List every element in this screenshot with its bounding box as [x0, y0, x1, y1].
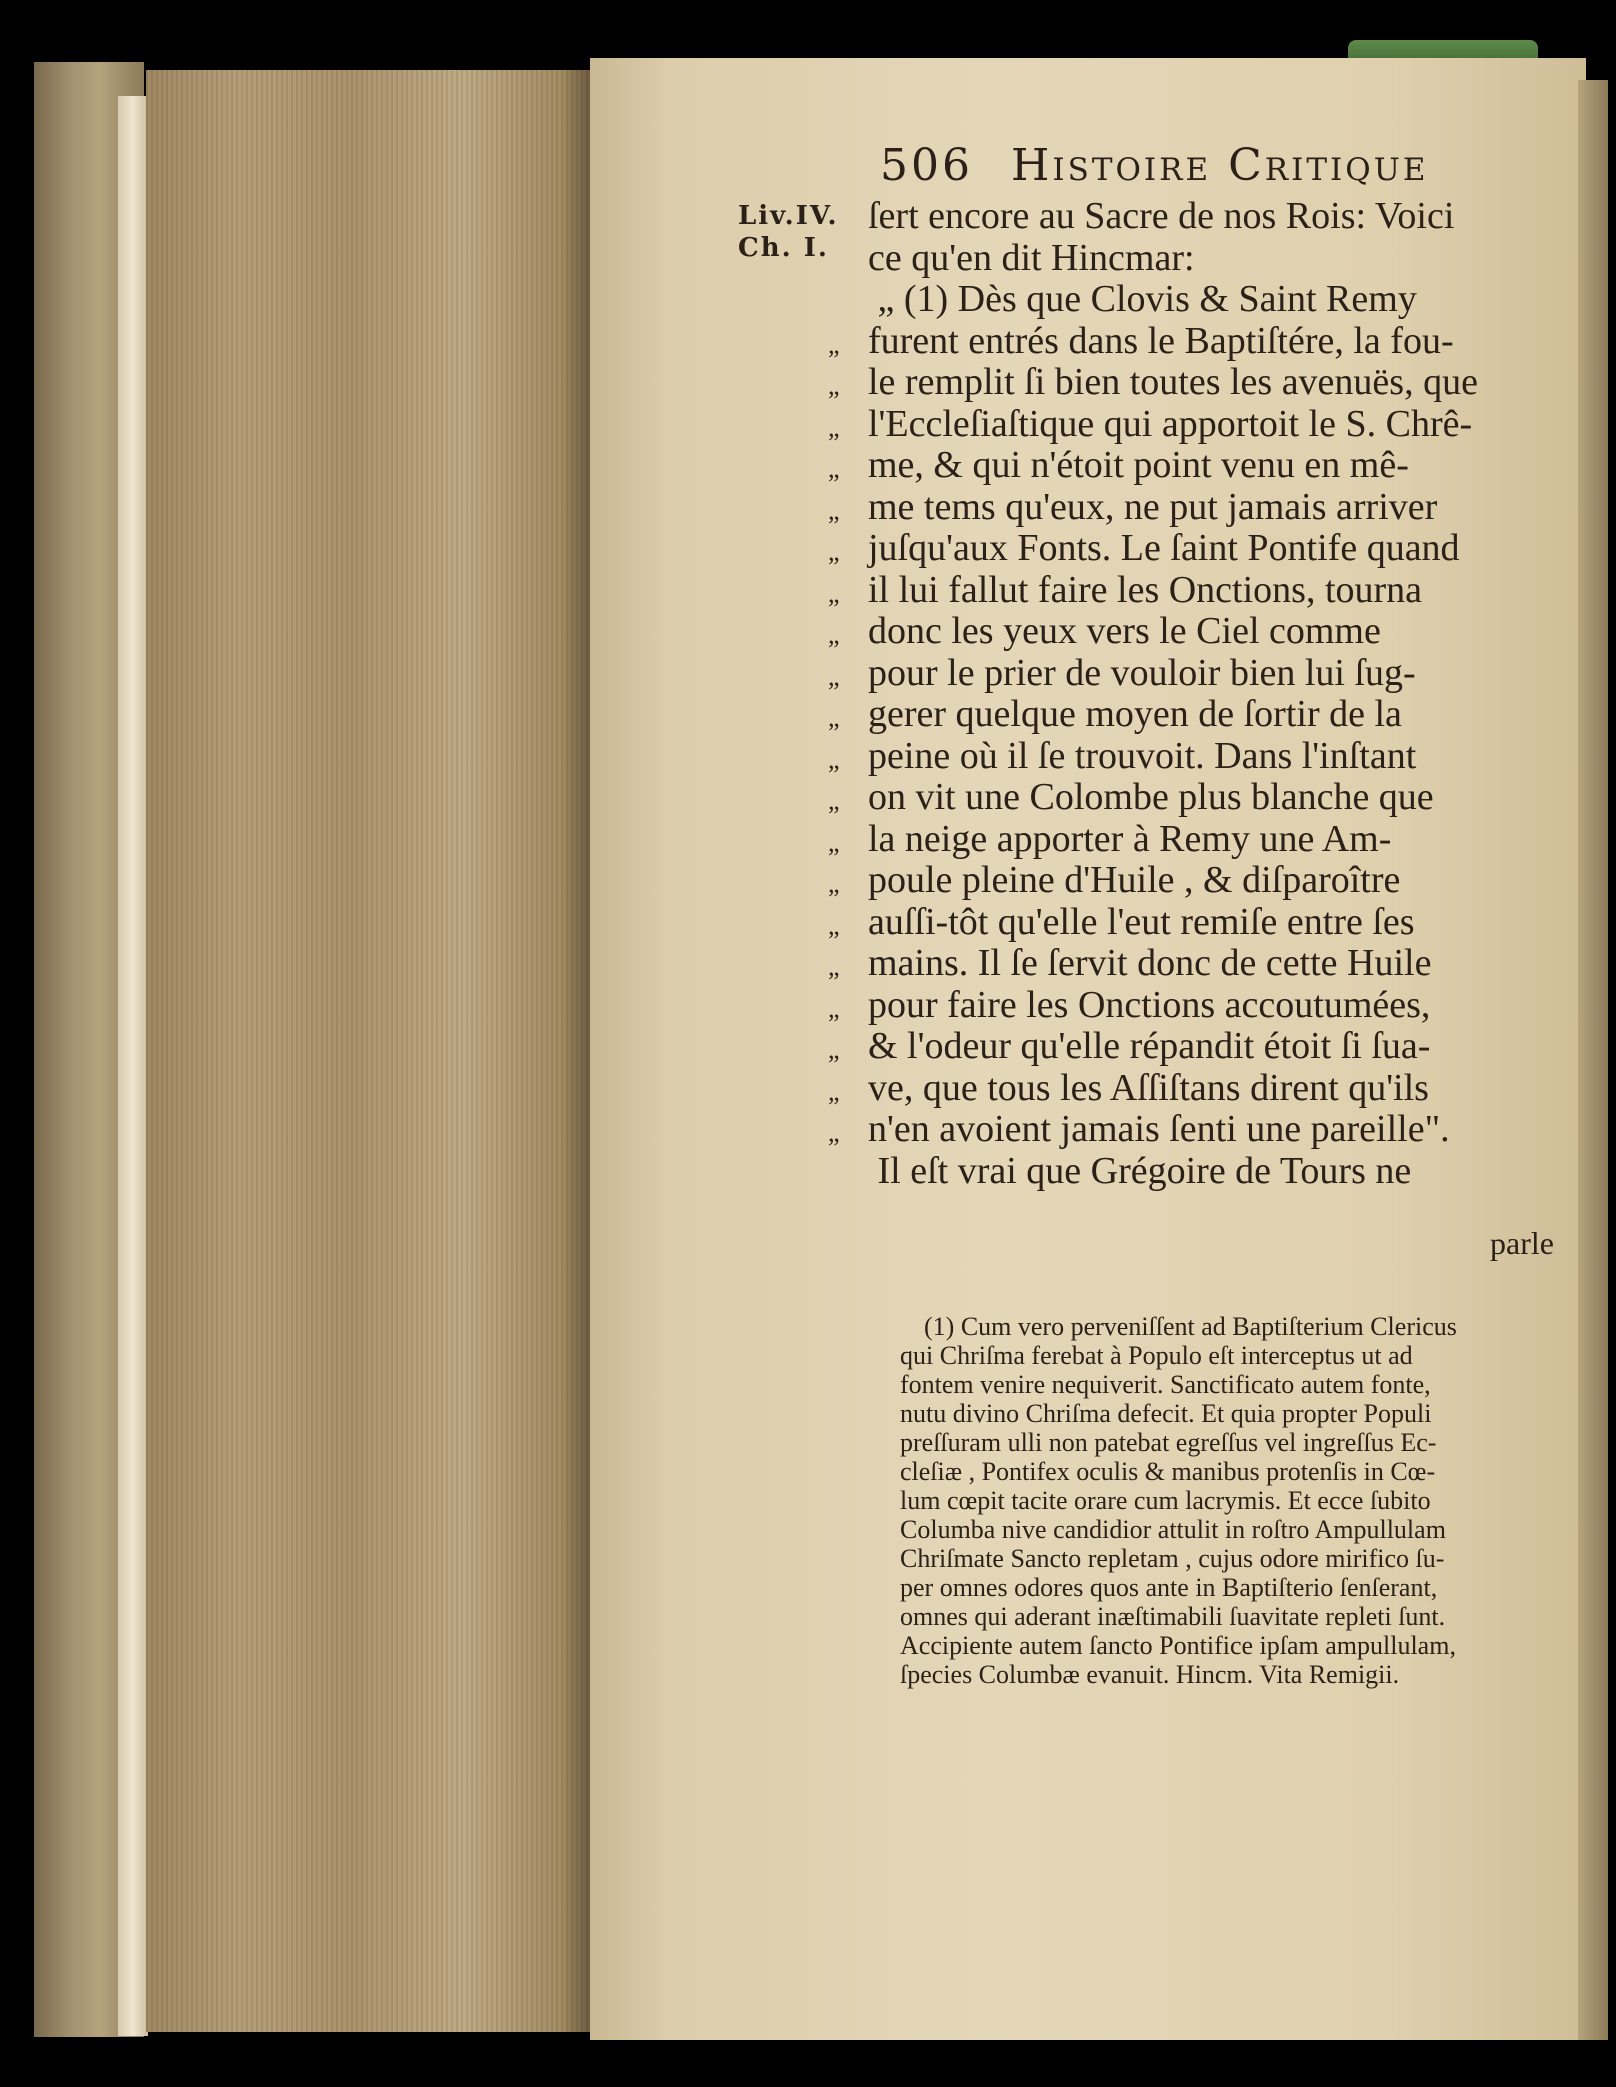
text-line — [870, 196, 1570, 238]
text-line — [828, 610, 1570, 653]
text-line — [828, 568, 1570, 612]
line-text: peine où il ſe trouvoit. Dans l'inſtant — [868, 734, 1417, 777]
text-line — [828, 734, 1570, 778]
line-text: gerer quelque moyen de ſortir de la — [868, 693, 1402, 735]
quote-mark: „ — [828, 412, 840, 442]
quote-mark: „ — [828, 329, 840, 359]
margin-note — [738, 200, 839, 264]
footnote-line: preſſuram ulli non patebat egreſſus vel ingreſſus Ec- — [900, 1428, 1437, 1457]
quote-mark: „ — [828, 952, 840, 981]
text-line — [828, 942, 1570, 985]
cover-board-edge — [118, 96, 148, 2036]
quote-mark: „ — [828, 661, 840, 691]
text-line — [828, 444, 1570, 487]
quote-mark: „ — [828, 454, 840, 483]
footnote-line: nutu divino Chriſma defecit. Et quia propter Populi — [900, 1399, 1432, 1428]
text-line — [828, 900, 1570, 944]
quote-mark: „ — [828, 620, 840, 649]
running-title: Histoire Critique — [1010, 140, 1429, 191]
text-line — [828, 693, 1570, 736]
quote-mark: „ — [828, 578, 840, 608]
footnote-line: Columba nive candidior attulit in roſtro Ampullulam — [900, 1515, 1446, 1544]
footnote-line: qui Chriſma ferebat à Populo eſt interceptus ut ad — [900, 1341, 1413, 1370]
facing-page-edge — [1578, 80, 1608, 2040]
text-line — [828, 817, 1570, 861]
quote-mark: „ — [828, 1076, 840, 1106]
quote-mark: „ — [828, 537, 840, 566]
quote-mark: „ — [828, 703, 840, 732]
text-line — [828, 983, 1570, 1027]
quote-mark: „ — [828, 1118, 840, 1147]
quote-mark: „ — [828, 1035, 840, 1064]
footnote-line: Accipiente autem ſancto Pontifice ipſam ampullulam, — [900, 1631, 1456, 1660]
margin-book: Liv.IV. — [738, 201, 839, 231]
quote-mark: „ — [828, 827, 840, 857]
text-line — [828, 485, 1570, 529]
footnote-line: ſpecies Columbæ evanuit. Hincm. Vita Remigii. — [900, 1660, 1400, 1689]
quote-mark: „ — [828, 786, 840, 815]
footnote — [900, 1312, 1556, 1689]
footnote-line: lum cœpit tacite orare cum lacrymis. Et ecce ſubito — [900, 1486, 1431, 1515]
text-line — [870, 1151, 1570, 1193]
line-text: le remplit ſi bien toutes les avenuës, que — [868, 361, 1478, 403]
text-line — [828, 776, 1570, 819]
page-number: 506 — [880, 140, 973, 191]
catchword: parle — [1490, 1225, 1554, 1261]
line-text: mains. Il ſe ſervit donc de cette Huile — [868, 942, 1432, 984]
line-text: on vit une Colombe plus blanche que — [868, 776, 1434, 818]
footnote-line: (1) Cum vero perveniſſent ad Baptiſterium Clericus — [924, 1312, 1457, 1341]
line-text: ce qu'en dit Hincmar: — [868, 236, 1195, 279]
line-text: „ (1) Dès que Clovis & Saint Remy — [868, 278, 1417, 320]
quote-mark: „ — [828, 869, 840, 898]
quote-mark: „ — [828, 910, 840, 940]
footnote-line: per omnes odores quos ante in Baptiſterio ſenſerant, — [900, 1573, 1438, 1602]
line-text: poule pleine d'Huile , & diſparoître — [868, 859, 1401, 901]
text-line — [870, 279, 1570, 321]
line-text: Il eſt vrai que Grégoire de Tours ne — [868, 1149, 1412, 1192]
line-text: n'en avoient jamais ſenti une pareille". — [868, 1108, 1450, 1150]
running-head — [880, 140, 1520, 191]
line-text: juſqu'aux Fonts. Le ſaint Pontife quand — [868, 527, 1460, 569]
footnote-line: cleſiæ , Pontifex oculis & manibus protenſis in Cœ- — [900, 1457, 1436, 1486]
text-line — [828, 402, 1570, 446]
line-text: donc les yeux vers le Ciel comme — [868, 610, 1381, 652]
text-line — [828, 1025, 1570, 1068]
line-text: pour le prier de vouloir bien lui ſug- — [868, 651, 1416, 694]
line-text: pour faire les Onctions accoutumées, — [868, 983, 1431, 1026]
text-line — [870, 238, 1570, 280]
quote-mark: „ — [828, 744, 840, 774]
line-text: la neige apporter à Remy une Am- — [868, 817, 1392, 860]
text-line — [828, 1108, 1570, 1151]
footnote-line: Chriſmate Sancto repletam , cujus odore mirifico ſu- — [900, 1544, 1445, 1573]
text-line — [828, 651, 1570, 695]
quote-mark: „ — [828, 495, 840, 525]
line-text: me, & qui n'étoit point venu en mê- — [868, 444, 1409, 486]
footnote-line: fontem venire nequiverit. Sanctificato autem fonte, — [900, 1370, 1431, 1399]
main-text — [828, 195, 1570, 1192]
line-text: il lui fallut faire les Onctions, tourna — [868, 568, 1423, 611]
text-line — [828, 527, 1570, 570]
quote-mark: „ — [828, 993, 840, 1023]
page-block-edges — [146, 70, 598, 2032]
line-text: ſert encore au Sacre de nos Rois: Voici — [868, 195, 1455, 237]
text-line — [828, 319, 1570, 363]
text-line — [828, 859, 1570, 902]
text-line — [828, 1066, 1570, 1110]
line-text: me tems qu'eux, ne put jamais arriver — [868, 485, 1438, 528]
margin-chapter: Ch. I. — [738, 233, 829, 263]
footnote-line: omnes qui aderant inæſtimabili ſuavitate repleti ſunt. — [900, 1602, 1446, 1631]
line-text: ve, que tous les Aſſiſtans dirent qu'ils — [868, 1066, 1429, 1109]
text-line — [828, 361, 1570, 404]
line-text: auſſi-tôt qu'elle l'eut remiſe entre ſes — [868, 900, 1415, 943]
quote-mark: „ — [828, 371, 840, 400]
line-text: furent entrés dans le Baptiſtére, la fou- — [868, 319, 1454, 362]
line-text: & l'odeur qu'elle répandit étoit ſi ſua- — [868, 1025, 1431, 1067]
line-text: l'Eccleſiaſtique qui apportoit le S. Chrê- — [868, 402, 1473, 445]
